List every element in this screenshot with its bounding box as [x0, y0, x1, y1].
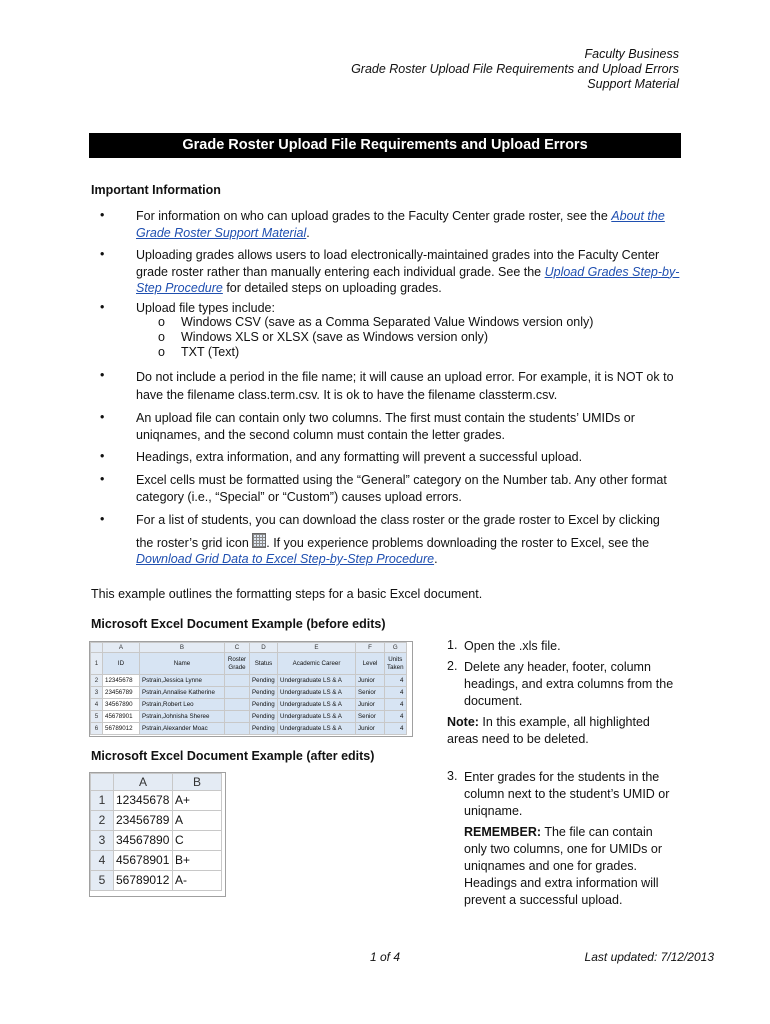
table-cell: 4	[385, 723, 407, 735]
step-3-number: 3.	[447, 769, 458, 783]
bullet-marker: •	[100, 208, 105, 222]
table-cell: 34567890	[114, 831, 173, 851]
excel-before-screenshot	[89, 641, 413, 737]
note	[447, 714, 672, 748]
last-updated: Last updated: 7/12/2013	[584, 950, 714, 964]
table-cell: Pstrain,Alexander Moac	[140, 723, 225, 735]
header-cell: Name	[140, 653, 225, 675]
sub-bullet-marker: o	[158, 315, 165, 329]
row-number: 3	[91, 831, 114, 851]
bullet-8-after-icon: . If you experience problems downloading the roster to Excel, see the	[266, 536, 650, 550]
header-cell: Status	[250, 653, 278, 675]
table-cell: Senior	[356, 687, 385, 699]
table-cell: Pending	[250, 711, 278, 723]
corner-cell	[91, 643, 103, 653]
table-cell: Pending	[250, 699, 278, 711]
table-cell: Junior	[356, 723, 385, 735]
table-cell: Pending	[250, 675, 278, 687]
table-cell: 12345678	[103, 675, 140, 687]
bullet-marker: •	[100, 512, 105, 526]
table-cell: A-	[173, 871, 222, 891]
row-number: 5	[91, 871, 114, 891]
important-heading: Important Information	[91, 183, 221, 197]
sub-bullet-marker: o	[158, 345, 165, 359]
table-cell: Pstrain,Annalise Katherine	[140, 687, 225, 699]
table-row	[91, 699, 407, 711]
column-letter: D	[250, 643, 278, 653]
column-letter: B	[140, 643, 225, 653]
table-cell: Undergraduate LS & A	[278, 675, 356, 687]
row-number: 1	[91, 653, 103, 675]
file-type-txt: TXT (Text)	[181, 345, 240, 359]
bullet-8-line-2	[136, 533, 686, 552]
grid-icon	[252, 533, 266, 548]
note-text: In this example, all highlighted areas need to be deleted.	[447, 715, 650, 746]
table-cell: C	[173, 831, 222, 851]
bullet-marker: •	[100, 449, 105, 463]
row-number: 2	[91, 811, 114, 831]
column-letter: E	[278, 643, 356, 653]
header-line-2: Grade Roster Upload File Requirements and Upload Errors	[351, 62, 679, 76]
table-cell: 23456789	[114, 811, 173, 831]
bullet-1-after: .	[306, 225, 310, 240]
file-type-xls: Windows XLS or XLSX (save as Windows version only)	[181, 330, 489, 344]
table-cell: Pstrain,Johnisha Sheree	[140, 711, 225, 723]
table-row	[91, 687, 407, 699]
table-cell: 34567890	[103, 699, 140, 711]
table-cell: 45678901	[103, 711, 140, 723]
row-number: 4	[91, 851, 114, 871]
table-row	[91, 831, 222, 851]
table-cell	[225, 687, 250, 699]
before-edits-heading: Microsoft Excel Document Example (before edits)	[91, 617, 386, 631]
table-row	[91, 851, 222, 871]
table-cell: 4	[385, 687, 407, 699]
step-1: Open the .xls file.	[464, 639, 561, 653]
header-cell: ID	[103, 653, 140, 675]
step-1-number: 1.	[447, 638, 458, 652]
table-cell: Junior	[356, 699, 385, 711]
header-cell: Academic Career	[278, 653, 356, 675]
table-row	[91, 791, 222, 811]
page-number: 1 of 4	[370, 950, 401, 964]
table-cell: 56789012	[114, 871, 173, 891]
note-label: Note:	[447, 715, 479, 729]
table-cell: 4	[385, 675, 407, 687]
table-cell: 23456789	[103, 687, 140, 699]
column-letter: B	[173, 774, 222, 791]
column-letter: C	[225, 643, 250, 653]
table-cell: Pstrain,Robert Leo	[140, 699, 225, 711]
column-letter: A	[114, 774, 173, 791]
column-letter: A	[103, 643, 140, 653]
step-2-number: 2.	[447, 659, 458, 673]
bullet-6: Headings, extra information, and any formatting will prevent a successful upload.	[136, 450, 583, 464]
table-cell	[225, 711, 250, 723]
table-cell	[225, 723, 250, 735]
table-row	[91, 711, 407, 723]
table-cell	[225, 675, 250, 687]
bullet-1	[136, 208, 686, 241]
bullet-8-before-icon: the roster’s grid icon	[136, 536, 253, 550]
step-3: Enter grades for the students in the column next to the student’s UMID or uniqname.	[464, 770, 670, 818]
excel-after-screenshot	[89, 772, 226, 897]
bullet-2	[136, 247, 686, 297]
table-cell: Pending	[250, 687, 278, 699]
bullet-8-line-1: For a list of students, you can download the class roster or the grade roster to Excel by clicking	[136, 513, 660, 527]
remember-text: The file can contain only two columns, one for UMIDs or uniqnames and one for grades. Headings and extra information will prevent a successful upload.	[464, 825, 662, 907]
sub-bullet-marker: o	[158, 330, 165, 344]
bullet-marker: •	[100, 300, 105, 314]
table-cell: B+	[173, 851, 222, 871]
column-letter-row	[91, 643, 407, 653]
table-cell: 12345678	[114, 791, 173, 811]
header-cell: Roster Grade	[225, 653, 250, 675]
example-intro: This example outlines the formatting steps for a basic Excel document.	[91, 587, 483, 601]
header-line-3: Support Material	[587, 77, 679, 91]
table-row	[91, 723, 407, 735]
page-title: Grade Roster Upload File Requirements and Upload Errors	[89, 133, 681, 158]
row-number: 6	[91, 723, 103, 735]
bullet-3-text: Upload file types include:	[136, 301, 275, 315]
remember-label: REMEMBER:	[464, 825, 542, 839]
bullet-8-after: .	[434, 552, 438, 566]
row-number: 4	[91, 699, 103, 711]
bullet-2-text: Uploading grades allows users to load electronically-maintained grades into the Faculty Center grade roster rather than manually entering each individual grade. See the	[136, 248, 660, 279]
table-row	[91, 675, 407, 687]
table-cell: Undergraduate LS & A	[278, 723, 356, 735]
row-number: 5	[91, 711, 103, 723]
table-cell	[225, 699, 250, 711]
table-row	[91, 871, 222, 891]
remember-note	[464, 824, 674, 909]
bullet-1-text: For information on who can upload grades to the Faculty Center grade roster, see the	[136, 209, 612, 223]
download-grid-procedure-link[interactable]: Download Grid Data to Excel Step-by-Step Procedure	[136, 552, 435, 566]
file-type-csv: Windows CSV (save as a Comma Separated Value Windows version only)	[181, 315, 594, 329]
bullet-marker: •	[100, 368, 105, 382]
table-cell: Undergraduate LS & A	[278, 687, 356, 699]
step-2: Delete any header, footer, column headings, and extra columns from the document.	[464, 660, 674, 708]
bullet-7: Excel cells must be formatted using the “General” category on the Number tab. Any other format category (i.e., “Special” or “Custom”) causes upload errors.	[136, 473, 667, 504]
upload-grades-procedure-link[interactable]: Upload Grades Step-by-Step Procedure	[136, 264, 680, 295]
bullet-marker: •	[100, 410, 105, 424]
table-cell: 4	[385, 699, 407, 711]
header-cell: Units Taken	[385, 653, 407, 675]
table-cell: Senior	[356, 711, 385, 723]
table-cell: Pstrain,Jessica Lynne	[140, 675, 225, 687]
table-cell: 56789012	[103, 723, 140, 735]
after-edits-heading: Microsoft Excel Document Example (after edits)	[91, 749, 375, 763]
table-cell: A+	[173, 791, 222, 811]
table-row	[91, 811, 222, 831]
table-header-row	[91, 653, 407, 675]
row-number: 2	[91, 675, 103, 687]
table-cell: Pending	[250, 723, 278, 735]
header-cell: Level	[356, 653, 385, 675]
corner-cell	[91, 774, 114, 791]
column-letter: F	[356, 643, 385, 653]
row-number: 3	[91, 687, 103, 699]
bullet-8-line-3	[136, 551, 686, 568]
bullet-2-after: for detailed steps on uploading grades.	[222, 281, 442, 295]
table-cell: Undergraduate LS & A	[278, 699, 356, 711]
column-letter-row	[91, 774, 222, 791]
table-cell: A	[173, 811, 222, 831]
row-number: 1	[91, 791, 114, 811]
column-letter: G	[385, 643, 407, 653]
table-cell: 45678901	[114, 851, 173, 871]
bullet-marker: •	[100, 472, 105, 486]
bullet-marker: •	[100, 247, 105, 261]
table-cell: Junior	[356, 675, 385, 687]
about-grade-roster-link[interactable]: About the Grade Roster Support Material	[136, 209, 665, 240]
header-line-1: Faculty Business	[584, 47, 679, 61]
table-cell: Undergraduate LS & A	[278, 711, 356, 723]
bullet-5: An upload file can contain only two columns. The first must contain the students’ UMIDs or uniqnames, and the second column must contain the letter grades.	[136, 411, 635, 442]
table-cell: 4	[385, 711, 407, 723]
bullet-4: Do not include a period in the file name; it will cause an upload error. For example, it is NOT ok to have the filename class.term.csv. It is ok to have the filename classterm.csv.	[136, 370, 674, 402]
